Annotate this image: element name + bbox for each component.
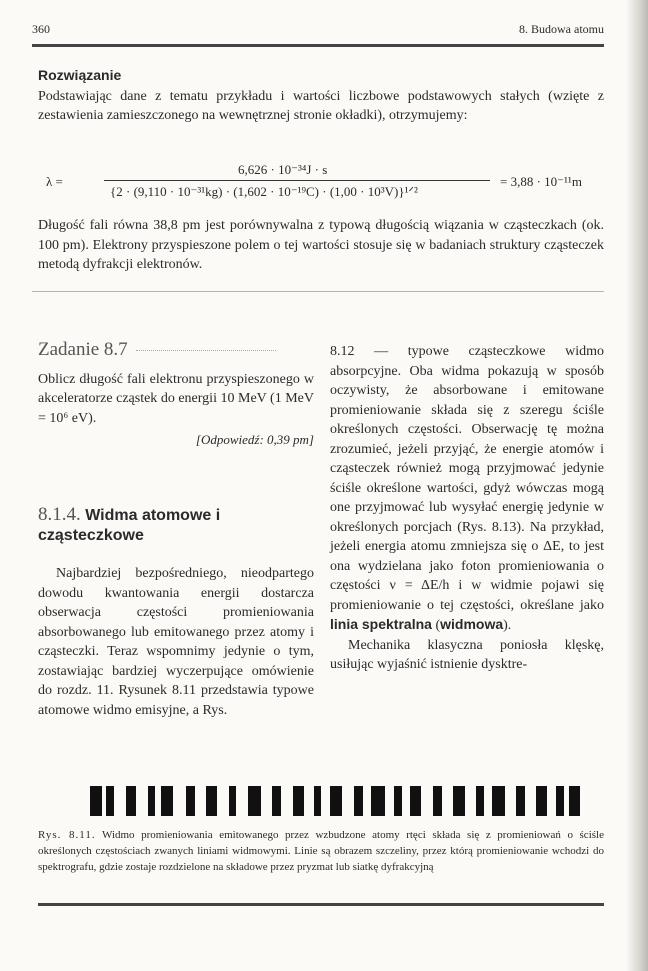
conclusion-text: Długość fali równa 38,8 pm jest porównywalna z typową długością wiązania w cząsteczkach (ok. 100 pm). Elektrony przyspieszone polem o tej wartości stosuje się w badaniach struktury cząsteczek metodą dyfrakcji elektronów. — [38, 218, 604, 272]
spectral-line — [126, 786, 136, 816]
spectral-line — [569, 786, 580, 816]
spectral-line — [354, 786, 363, 816]
paren-open: ( — [431, 618, 441, 633]
exercise-title — [38, 340, 314, 360]
formula-lhs: λ = — [46, 174, 63, 189]
spectral-line — [492, 786, 505, 816]
section-heading — [38, 505, 314, 546]
exercise-title-text: Zadanie 8.7 — [38, 339, 128, 360]
solution-block — [38, 66, 604, 126]
paren-close: ). — [503, 618, 512, 633]
left-paragraph: Najbardziej bezpośredniego, nieodpartego dowodu kwantowania energii dostarcza obserwacja częstości promieniowania absorbowanego lub emitowanego przez atomy i cząsteczki. Teraz wspomnimy jedynie o tym, zostawiając bardziej wyczerpujące omówienie do rozdz. 11. Rysunek 8.11 przedstawia typowe atomowe widmo emisyjne, a Rys. — [38, 566, 314, 718]
caption-paragraph — [38, 827, 604, 875]
formula-numerator: 6,626 · 10⁻³⁴J · s — [238, 162, 328, 177]
exercise-dotted-rule — [136, 350, 276, 351]
solution-title: Rozwiązanie — [38, 67, 122, 83]
page-edge-shadow — [626, 0, 648, 971]
spectral-line — [293, 786, 304, 816]
spectral-line — [148, 786, 155, 816]
spectral-line — [229, 786, 236, 816]
chapter-title: 8. Budowa atomu — [519, 22, 604, 36]
separator-rule — [32, 291, 604, 292]
term-spectral-line: linia spektralna — [330, 616, 432, 632]
spectral-line — [371, 786, 385, 816]
exercise-text: Oblicz długość fali elektronu przyspieszonego w akceleratorze cząstek do energii 10 MeV (1 MeV = 10⁶ eV). — [38, 371, 314, 426]
spectral-line — [556, 786, 564, 816]
solution-conclusion — [38, 216, 604, 275]
spectral-line — [314, 786, 321, 816]
right-paragraph-1-text: 8.12 — typowe cząsteczkowe widmo absorpcyjne. Oba widma pokazują w sposób oczywisty, że absorbowane i emitowane promieniowanie składa się z szeregu ściśle określonych częstości. Obserwację tę można zrozumieć, jeżeli przyjąć, że energie atomów i cząsteczek również mogą przyjmować jedynie ściśle określone wartości, gdyż wówczas mogą one przyjmować lub wysyłać energię jedynie w określonych porcjach (Rys. 8.13). Na przykład, jeżeli energia atomu zmniejsza się o ΔE, to jest ona wydzielana jako foton promieniowania o częstości ν = ΔE/h i w widmie pojawi się promieniowanie o tej częstości, określane jako — [330, 344, 604, 613]
page-number: 360 — [32, 22, 50, 36]
footer-rule — [38, 903, 604, 906]
spectral-line — [476, 786, 484, 816]
emission-spectrum-figure — [90, 786, 580, 816]
spectral-line — [516, 786, 525, 816]
right-paragraph-1 — [330, 342, 604, 636]
term-widmowa: widmowa — [440, 616, 504, 632]
fraction-bar — [104, 180, 490, 181]
spectral-line — [90, 786, 102, 816]
spectral-line — [272, 786, 281, 816]
right-column-body — [330, 342, 604, 675]
spectral-line — [161, 786, 173, 816]
exercise-answer — [38, 430, 314, 450]
spectral-line — [330, 786, 342, 816]
spectral-line — [248, 786, 261, 816]
running-head — [32, 22, 604, 40]
left-column-body — [38, 564, 314, 720]
spectral-line — [186, 786, 195, 816]
section-title: Widma atomowe i cząsteczkowe — [38, 507, 221, 544]
spectral-line — [410, 786, 421, 816]
formula-result: = 3,88 · 10⁻¹¹m — [500, 174, 582, 189]
formula-denominator: {2 · (9,110 · 10⁻³¹kg) · (1,602 · 10⁻¹⁹C) · (1,00 · 10³V)}¹ᐟ² — [110, 184, 418, 199]
figure-label: Rys. 8.11. — [38, 829, 96, 841]
exercise-box — [38, 340, 314, 450]
solution-intro: Podstawiając dane z tematu przykładu i wartości liczbowe podstawowych stałych (wzięte z zestawienia zamieszczonego na wewnętrznej stronie okładki), otrzymujemy: — [38, 88, 604, 123]
answer-text: [Odpowiedź: 0,39 pm] — [195, 432, 314, 447]
figure-caption — [38, 827, 604, 875]
wavelength-formula — [38, 160, 604, 210]
spectral-line — [453, 786, 465, 816]
header-rule — [32, 44, 604, 47]
spectral-line — [536, 786, 547, 816]
spectral-line — [433, 786, 442, 816]
right-paragraph-2: Mechanika klasyczna poniosła klęskę, usiłując wyjaśnić istnienie dysktre- — [330, 637, 604, 672]
spectral-line — [394, 786, 402, 816]
section-number: 8.1.4. — [38, 504, 81, 525]
caption-text: Widmo promieniowania emitowanego przez wzbudzone atomy rtęci składa się z promieniowań o ściśle określonych częstościach zwanych liniami widmowymi. Linie są obrazem szczeliny, przez którą promieniowanie wchodzi do spektrografu, gdzie zostaje rozdzielone na składowe przez pryzmat lub siatkę dyfrakcyjną — [38, 829, 604, 873]
spectral-line — [106, 786, 114, 816]
spectral-line — [206, 786, 217, 816]
